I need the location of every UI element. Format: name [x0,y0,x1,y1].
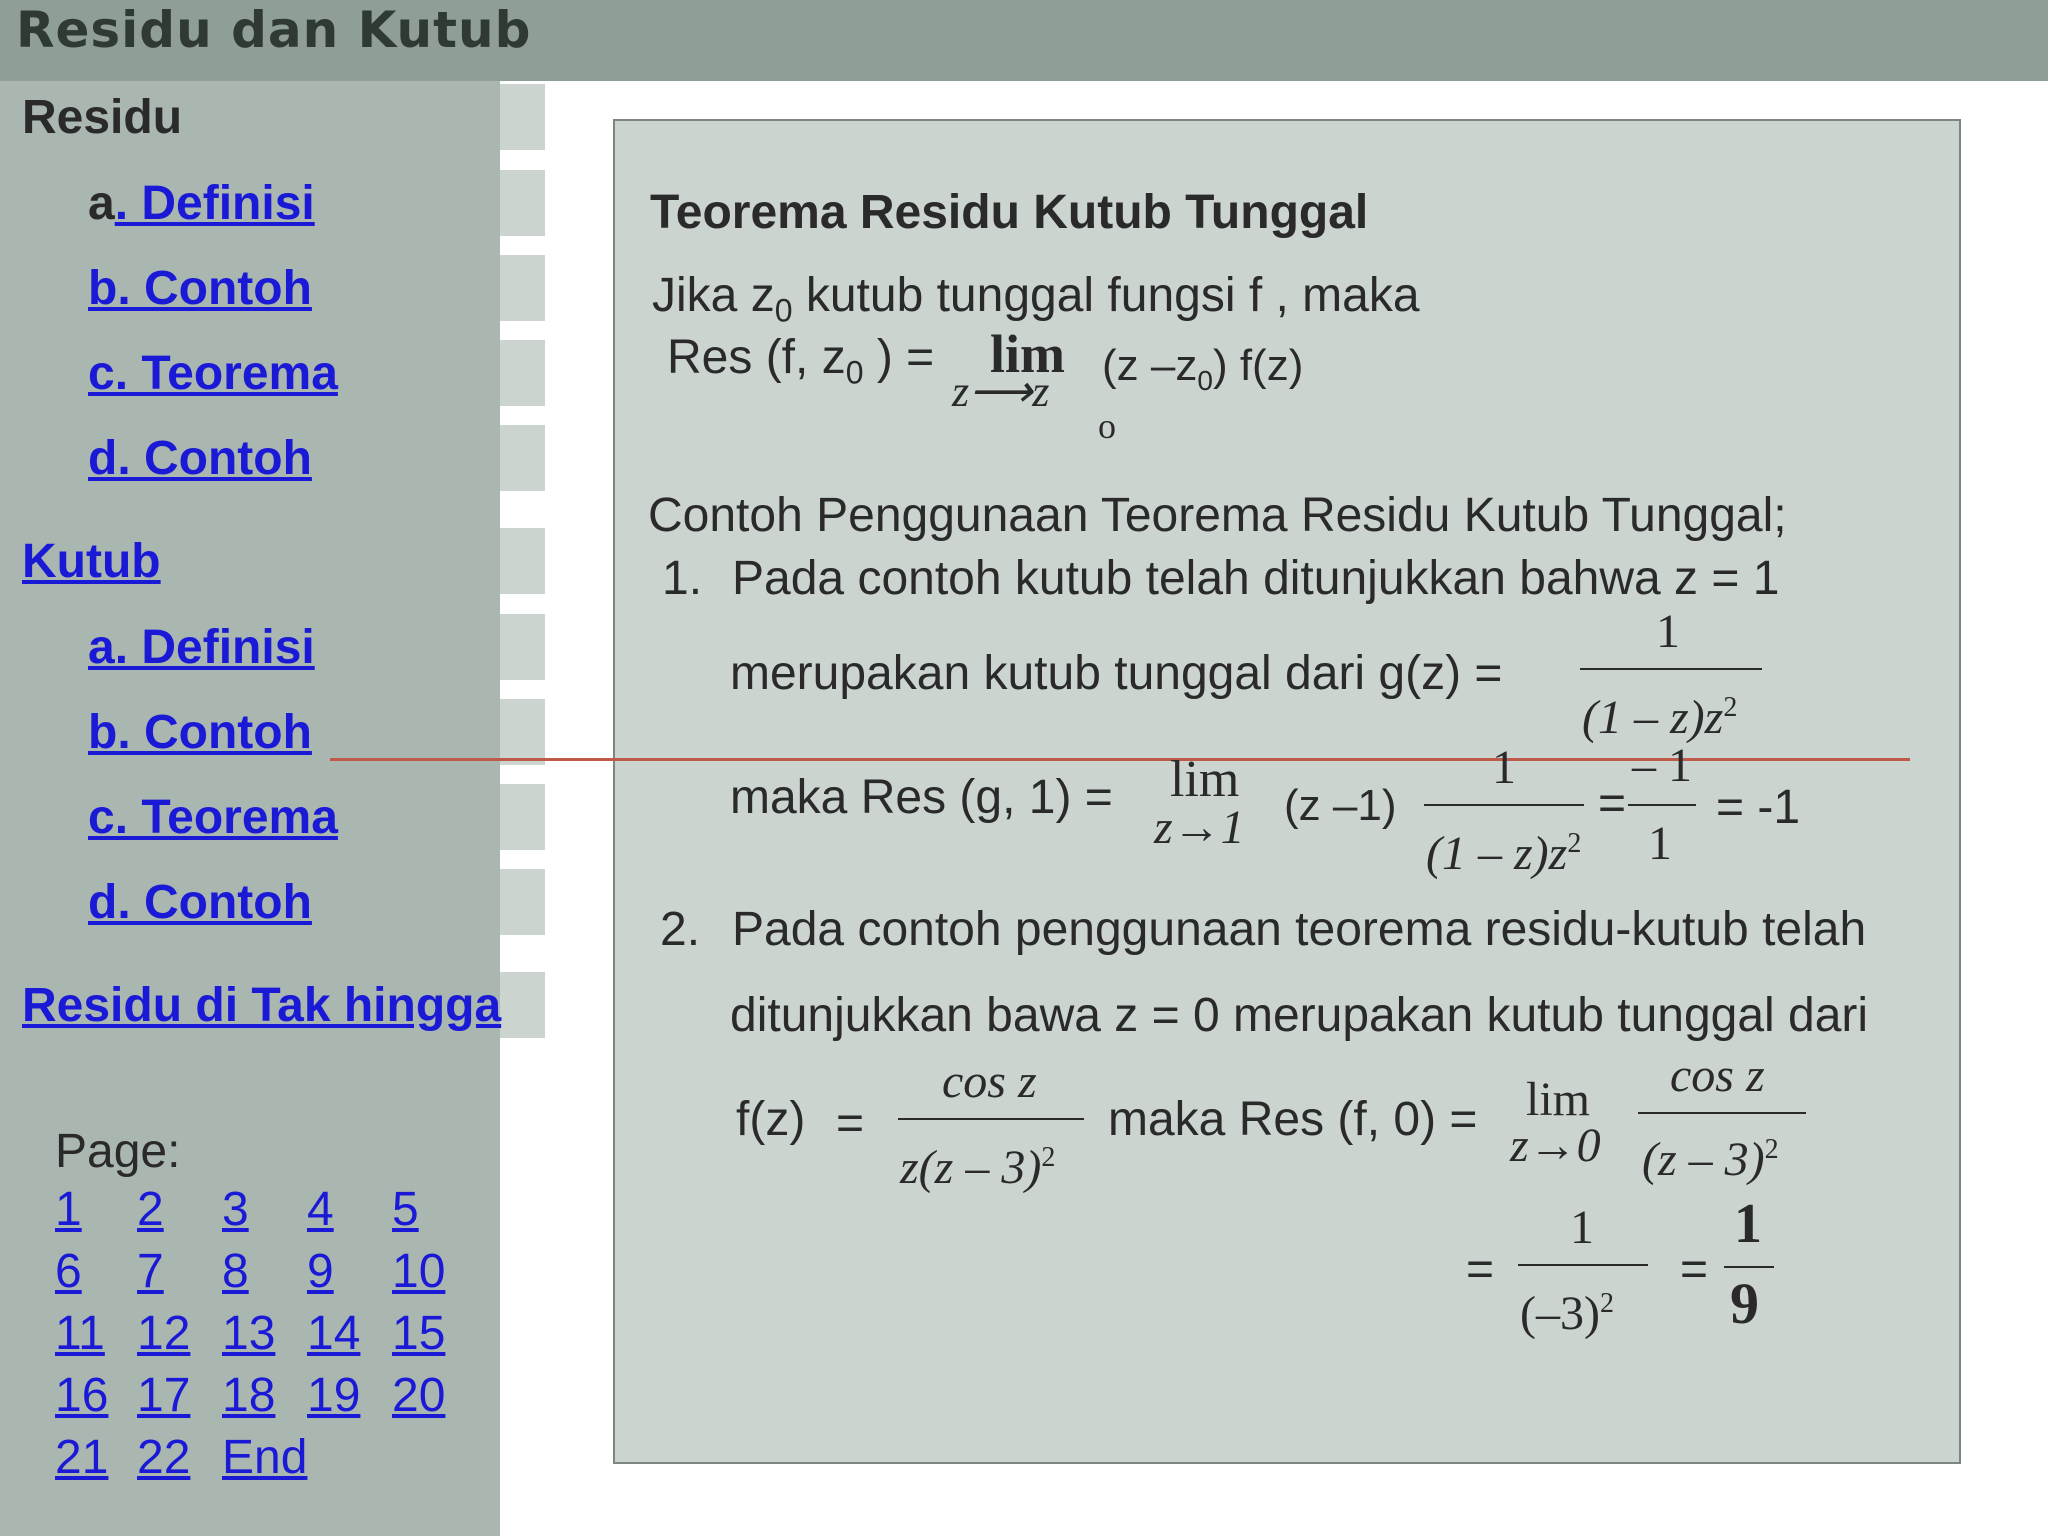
f3-denominator: z(z – 3)$^2$ [900,1141,1056,1194]
page-link-7[interactable]: 7 [137,1245,164,1298]
page-link-end[interactable]: End [222,1431,308,1484]
f2-denominator: 1 [1648,817,1672,870]
page-link-19[interactable]: 19 [307,1369,361,1422]
limit1-symbol: lim [1170,751,1240,808]
limit-under-sub: o [1098,406,1116,446]
page-link-5[interactable]: 5 [392,1183,419,1236]
sidebar-item-residu-contoh-2[interactable] [68,425,545,491]
item1-line-3: maka Res (g, 1) = [730,771,1113,824]
page-link-15[interactable]: 15 [392,1307,446,1360]
link-kutub-contoh[interactable]: b. Contoh [88,706,312,759]
link-kutub-contoh-2[interactable]: d. Contoh [88,876,312,929]
page-link-11[interactable]: 11 [55,1307,105,1360]
link-kutub-definisi[interactable]: a. Definisi [88,621,315,674]
page-link-22[interactable]: 22 [137,1431,191,1484]
f4-denominator: (z – 3)$^2$ [1642,1133,1779,1186]
page-link-9[interactable]: 9 [307,1245,334,1298]
limit2-symbol: lim [1526,1073,1591,1126]
f5-fraction-bar [1518,1264,1648,1266]
link-kutub-teorema[interactable]: c. Teorema [88,791,338,844]
f6-fraction-bar [1724,1266,1774,1268]
section-residu [0,84,545,150]
f5-numerator: 1 [1570,1201,1594,1254]
link-kutub[interactable]: Kutub [22,535,161,588]
example-title: Contoh Penggunaan Teorema Residu Kutub Tunggal; [648,489,1787,542]
section-kutub[interactable] [0,528,545,594]
link-residu-contoh-2[interactable]: d. Contoh [88,432,312,485]
eq-sign-3: = [1466,1243,1495,1296]
page-link-17[interactable]: 17 [137,1369,191,1422]
page-link-10[interactable]: 10 [392,1245,446,1298]
f5-denominator: $(-3)^2$ [1520,1287,1614,1340]
eq-sign-4: = [1680,1243,1709,1296]
item1-line-1: Pada contoh kutub telah ditunjukkan bahwa z = 1 [732,552,1780,605]
header-bar [0,0,2048,81]
sidebar-item-residu-contoh[interactable] [68,255,545,321]
item2-number: 2. [660,903,701,956]
fz-label: f(z) [736,1093,806,1146]
limit-under: z⟶z [952,367,1050,416]
page-link-18[interactable]: 18 [222,1369,276,1422]
limit-symbol: lim [990,324,1065,384]
sidebar-item-kutub-teorema[interactable] [68,784,545,850]
page-link-12[interactable]: 12 [137,1307,191,1360]
item1-line-2: merupakan kutub tunggal dari g(z) = [730,647,1503,700]
limit2-under: z→0 [1510,1119,1601,1172]
section-residu-label: Residu [22,91,183,144]
item2-line-2: ditunjukkan bawa z = 0 merupakan kutub tunggal dari [730,989,1869,1042]
slide-title: Residu dan Kutub [16,1,532,59]
f3-fraction-bar [898,1118,1084,1120]
page-link-2[interactable]: 2 [137,1183,164,1236]
sidebar-item-kutub-contoh-2[interactable] [68,869,545,935]
f1-fraction-bar [1424,804,1584,806]
link-residu-contoh[interactable]: b. Contoh [88,262,312,315]
page-label: Page: [55,1125,181,1178]
item1-number: 1. [662,552,703,605]
section-residu-tak-hingga[interactable] [0,972,545,1038]
g-fraction-bar [1580,668,1762,670]
page-link-20[interactable]: 20 [392,1369,446,1422]
res-tail: (z $-z_0$) f(z) [1102,341,1304,396]
f2-numerator: – 1 [1632,739,1692,792]
item2-line-1: Pada contoh penggunaan teorema residu-kutub telah [732,903,1867,956]
page-link-6[interactable]: 6 [55,1245,82,1298]
f2-fraction-bar [1628,804,1696,806]
page-link-21[interactable]: 21 [55,1431,109,1484]
page-link-3[interactable]: 3 [222,1183,249,1236]
result-1: = -1 [1716,781,1801,834]
maka-res: maka Res (f, 0) = [1108,1093,1478,1146]
page-link-14[interactable]: 14 [307,1307,361,1360]
sidebar-item-residu-teorema[interactable] [68,340,545,406]
page-link-13[interactable]: 13 [222,1307,276,1360]
theorem-res-formula: Res (f, $z_0$ ) = [667,331,935,391]
page-link-4[interactable]: 4 [307,1183,334,1236]
f1-denominator: $(1 - z)z^2$ [1426,827,1582,880]
sidebar-item-kutub-contoh[interactable] [68,699,545,765]
f4-fraction-bar [1638,1112,1806,1114]
link-residu-tak-hingga[interactable]: Residu di Tak hingga [22,979,502,1032]
sidebar-item-kutub-definisi[interactable] [68,614,545,680]
f4-numerator: cos z [1670,1049,1765,1102]
f6-denominator: 9 [1730,1271,1759,1336]
limit1-under: z→1 [1154,801,1245,854]
g-numerator: 1 [1656,605,1680,658]
page-link-1[interactable]: 1 [55,1183,82,1236]
f3-numerator: cos z [942,1055,1037,1108]
f1-numerator: 1 [1492,741,1516,794]
link-residu-teorema[interactable]: c. Teorema [88,347,338,400]
page-link-16[interactable]: 16 [55,1369,109,1422]
g-denominator: $(1 - z)z^2$ [1582,691,1738,744]
sidebar-item-residu-definisi[interactable] [68,170,545,236]
eq-sign-2: = [836,1097,865,1150]
z-minus-1: (z –1) [1284,781,1397,830]
eq-sign-1: = [1598,777,1627,830]
link-residu-definisi[interactable]: . Definisi [114,177,315,230]
theorem-heading: Teorema Residu Kutub Tunggal [650,186,1369,239]
item-prefix: a [88,177,115,230]
theorem-line-1: Jika $z_0$ kutub tunggal fungsi f , maka [652,269,1420,329]
f6-numerator: 1 [1734,1193,1762,1255]
page-link-8[interactable]: 8 [222,1245,249,1298]
